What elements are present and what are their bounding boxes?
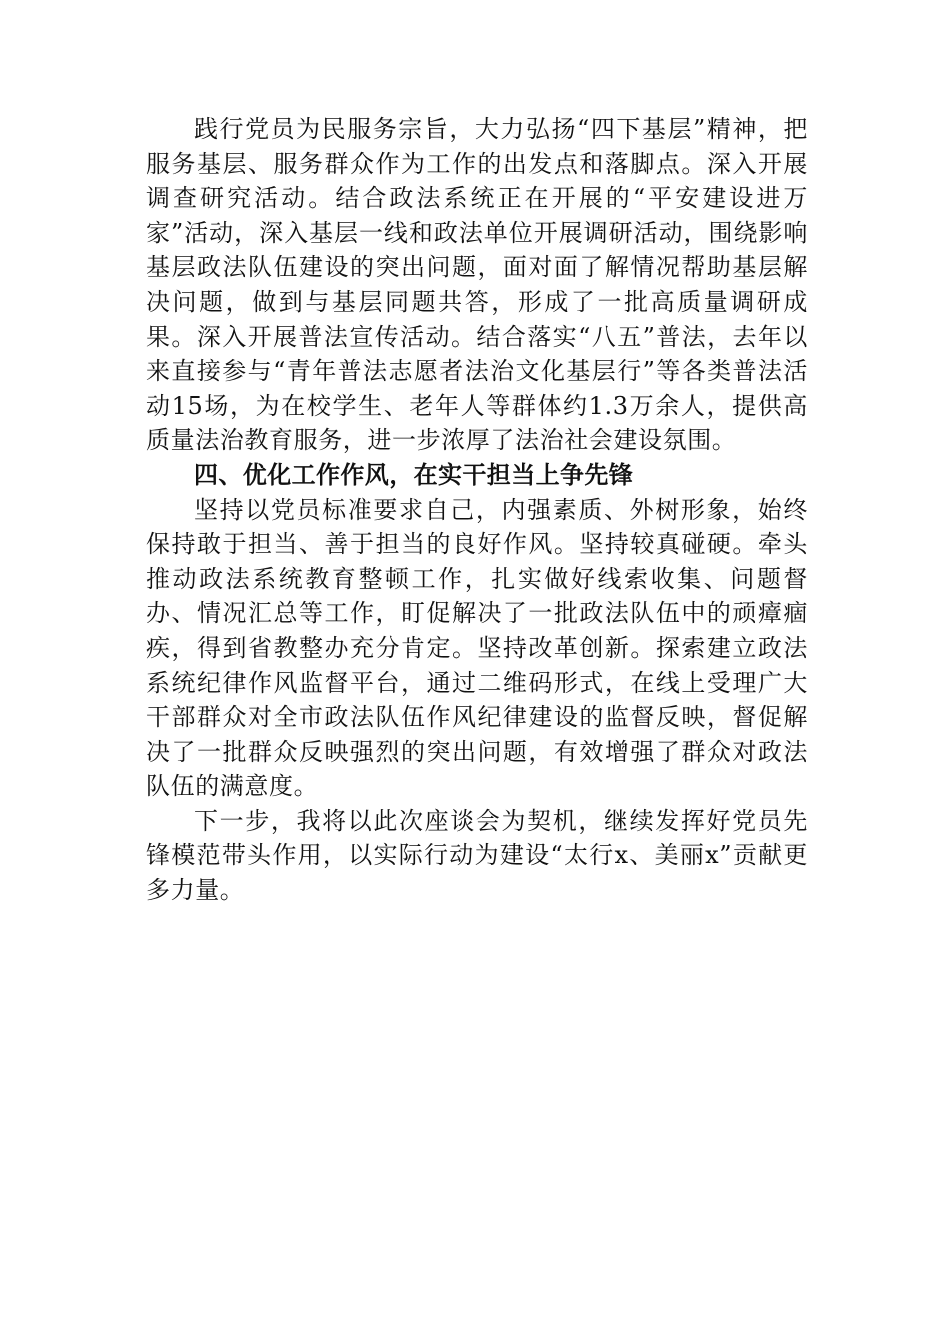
paragraph-next-steps: 下一步，我将以此次座谈会为契机，继续发挥好党员先锋模范带头作用，以实际行动为建设“太行x、美丽x”贡献更多力量。 [146, 806, 808, 905]
paragraph-work-style: 坚持以党员标准要求自己，内强素质、外树形象，始终保持敢于担当、善于担当的良好作风。坚持较真碰硬。牵头推动政法系统教育整顿工作，扎实做好线索收集、问题督办、情况汇总等工作，盯促解决了一批政法队伍中的顽瘴痼疾，得到省教整办充分肯定。坚持改革创新。探索建立政法系统纪律作风监督平台，通过二维码形式，在线上受理广大干部群众对全市政法队伍作风纪律建设的监督反映，督促解决了一批群众反映强烈的突出问题，有效增强了群众对政法队伍的满意度。 [146, 495, 808, 801]
document-body [146, 112, 808, 908]
paragraph-grassroots-service: 践行党员为民服务宗旨，大力弘扬“四下基层”精神，把服务基层、服务群众作为工作的出发点和落脚点。深入开展调查研究活动。结合政法系统正在开展的“平安建设进万家”活动，深入基层一线和政法单位开展调研活动，围绕影响基层政法队伍建设的突出问题，面对面了解情况帮助基层解决问题，做到与基层同题共答，形成了一批高质量调研成果。深入开展普法宣传活动。结合落实“八五”普法，去年以来直接参与“青年普法志愿者法治文化基层行”等各类普法活动15场，为在校学生、老年人等群体约1.3万余人，提供高质量法治教育服务，进一步浓厚了法治社会建设氛围。 [146, 115, 808, 455]
section-heading-work-style: 四、优化工作作风，在实干担当上争先锋 [194, 460, 634, 489]
